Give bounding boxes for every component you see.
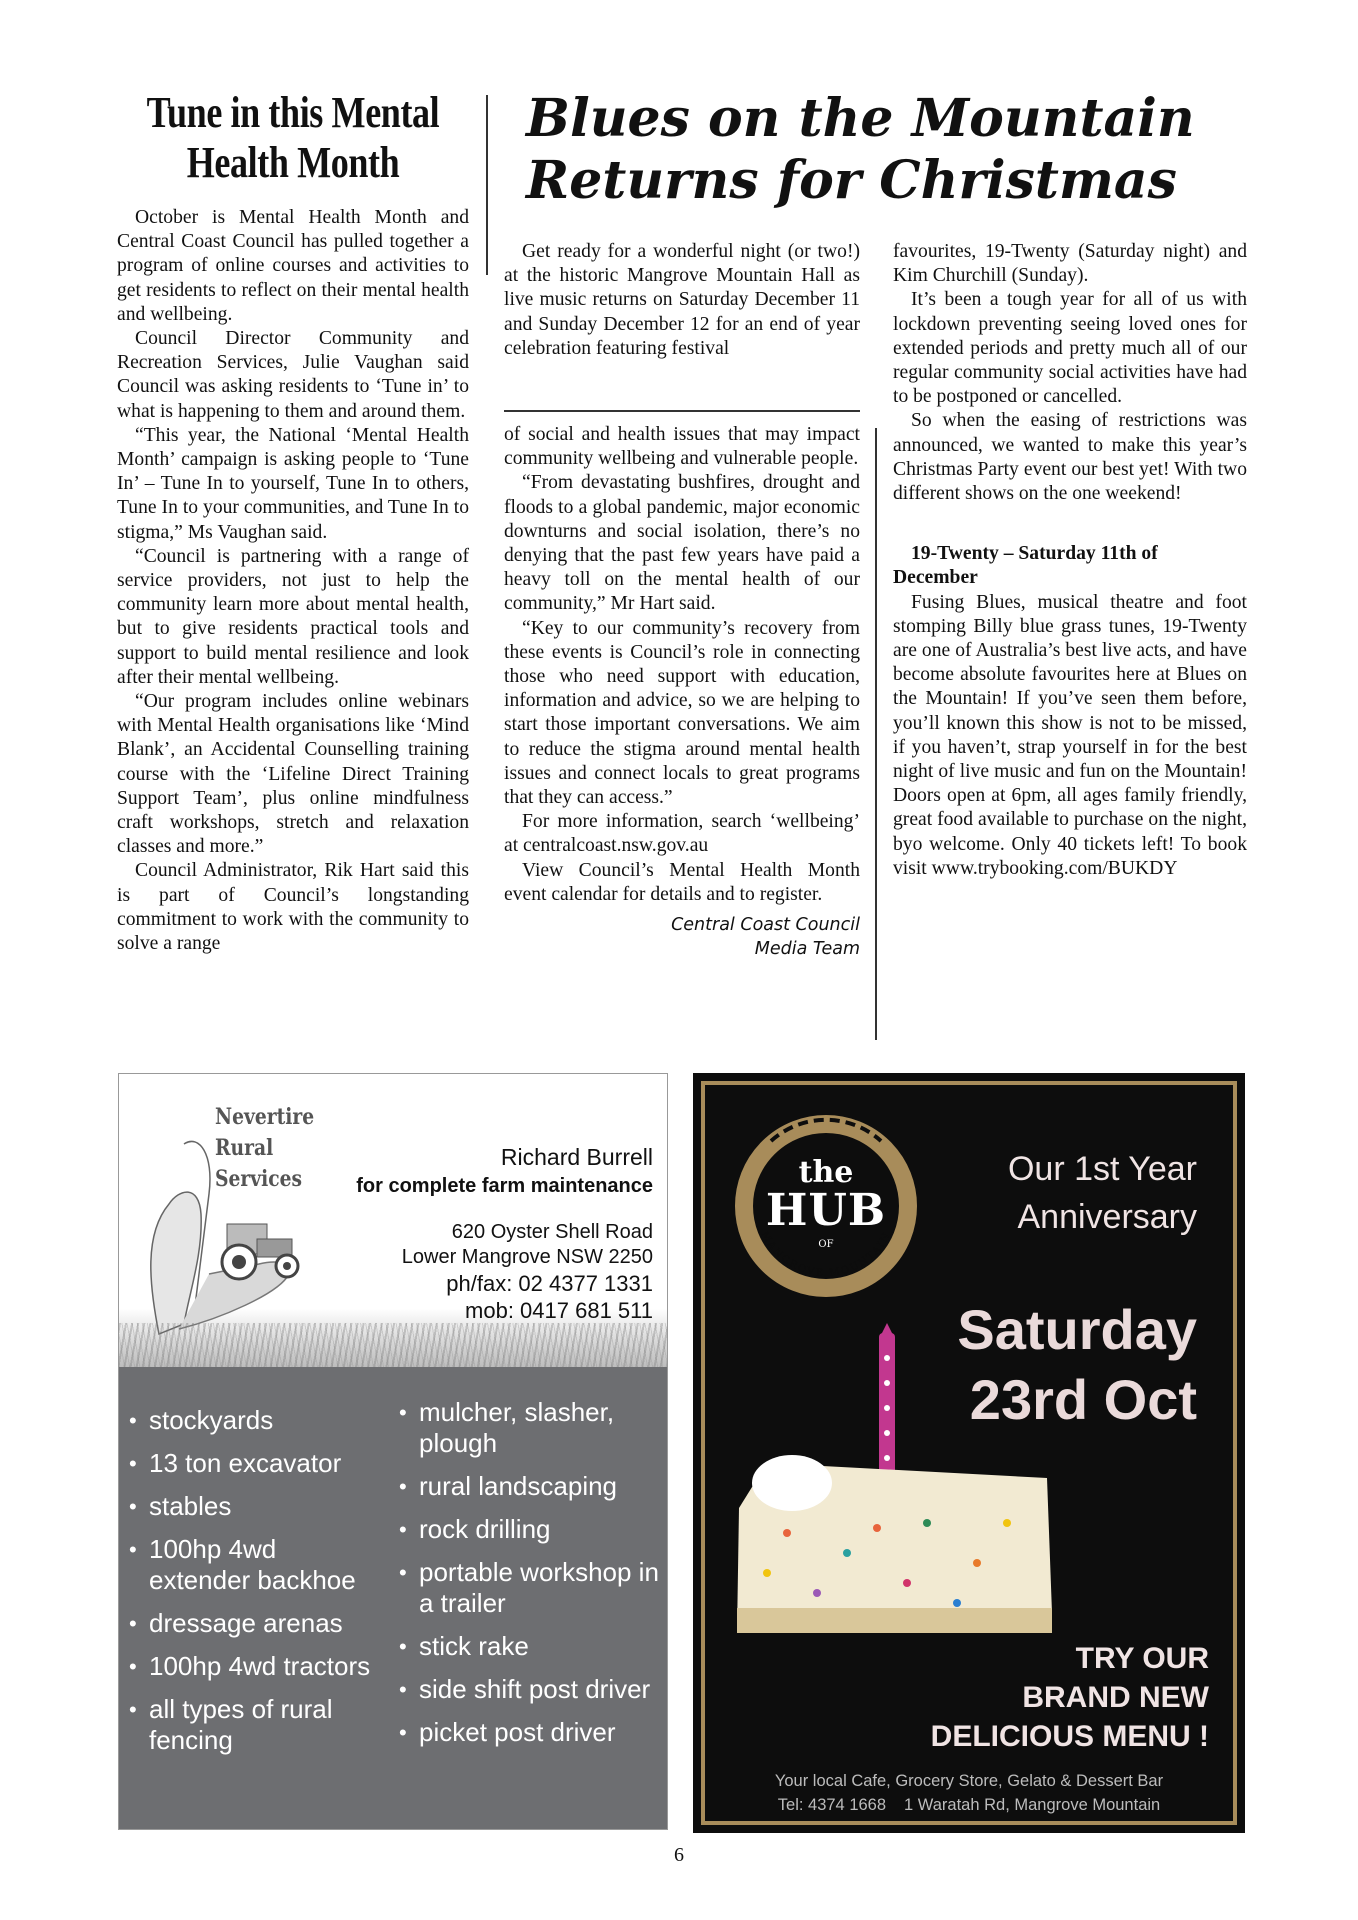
article1-continued [504,423,860,961]
menu-line: DELICIOUS MENU ! [930,1720,1209,1753]
address-line: 620 Oyster Shell Road [451,1221,653,1243]
anniversary-line: Our 1st Year [1007,1150,1197,1188]
address [356,1220,653,1324]
service-item: • mulcher, slasher, plough [399,1397,661,1459]
services-panel [119,1367,667,1829]
article-headline-mental-health [145,88,442,188]
footer-address: 1 Waratah Rd, Mangrove Mountain [904,1796,1161,1814]
service-item: • portable workshop in a trailer [399,1557,661,1619]
anniversary-line: Anniversary [1017,1198,1197,1236]
hub-logo [731,1111,921,1301]
paragraph: “This year, the National ‘Mental Health Month’ campaign is asking people to ‘Tune In’ – Tune In to yourself, Tune In to others, Tune In to your communities, and Tune In to stigma,” Ms Vaughan said. [117,424,469,543]
paragraph: Council Director Community and Recreation Services, Julie Vaughan said Council was asking residents to ‘Tune in’ to what is happening to them and around them. [117,328,469,422]
footer-phone: Tel: 4374 1668 [777,1796,887,1814]
paragraph: “Council is partnering with a range of service providers, not just to help the community learn more about mental health, but to give residents practical tools and support to build mental resilience and look after their mental wellbeing. [117,545,469,688]
nevertire-logo-text [215,1102,314,1195]
service-item: • side shift post driver [399,1674,661,1705]
paragraph: Fusing Blues, musical theatre and foot stomping Billy blue grass tunes, 19-Twenty are one of Australia’s best live acts, and have become absolute favourites here at Blues on the Mountain! If you’ve seen them before, you’ll known this show is not to be missed, if you haven’t, strap yourself in for the best night of live music and fun on the Mountain! Doors open at 6pm, all ages family friendly, great food available to purchase on the night, byo welcome. Only 40 tickets left! To book visit www.trybooking.com/BUKDY [893,591,1247,879]
service-item: • 13 ton excavator [129,1448,379,1479]
menu-promo [931,1639,1209,1756]
contact-block [356,1142,653,1324]
byline-line: Media Team [754,939,860,960]
headline-line: Blues on the Mountain [526,88,1195,149]
page-number: 6 [674,1844,684,1866]
service-item: • 100hp 4wd extender backhoe [129,1534,379,1596]
paragraph: View Council’s Mental Health Month event calendar for details and to register. [504,859,860,905]
service-item: • stick rake [399,1631,661,1662]
service-item: • 100hp 4wd tractors [129,1651,379,1682]
paragraph: Council Administrator, Rik Hart said this is part of Council’s longstanding commitment to work with the community to solve a range [117,860,469,955]
column-divider [486,95,488,275]
headline-line: Health Month [186,138,400,187]
service-item: • stockyards [129,1405,379,1436]
headline-line: Tune in this Mental [146,88,440,137]
event-date [957,1295,1197,1435]
article-separator [504,410,860,412]
phone: ph/fax: 02 4377 1331 [446,1271,653,1296]
service-item: • rural landscaping [399,1471,661,1502]
tagline: for complete farm maintenance [356,1175,653,1197]
date-line: 23rd Oct [969,1368,1197,1431]
menu-line: BRAND NEW [1022,1681,1209,1714]
article2-column [893,240,1247,881]
subheading: 19-Twenty – Saturday 11th of December [893,543,1158,589]
article-headline-blues [526,88,1246,212]
anniversary-text [1008,1145,1197,1241]
article1-column-1 [117,206,469,956]
paragraph: of social and health issues that may impact community wellbeing and vulnerable people. [504,424,860,470]
headline-line: Returns for Christmas [526,150,1177,211]
mobile: mob: 0417 681 511 [465,1298,653,1323]
grass-decoration [119,1323,667,1367]
services-list-left [129,1405,379,1768]
logo-line: Services [215,1166,303,1192]
ad-the-hub [693,1073,1245,1833]
column-divider [875,428,877,1040]
contact-name: Richard Burrell [500,1144,653,1170]
service-item: • rock drilling [399,1514,661,1545]
logo-ring-text: MANGROVE MOUNTAIN [758,1229,894,1280]
paragraph: October is Mental Health Month and Central Coast Council has pulled together a program of online courses and activities to get residents to reflect on their mental health and wellbeing. [117,207,469,325]
date-line: Saturday [957,1298,1197,1361]
byline [504,913,860,961]
logo-hub: HUB [765,1185,887,1236]
logo-line: Rural [215,1135,274,1161]
ad-nevertire-rural-services [118,1073,668,1830]
paragraph: Get ready for a wonderful night (or two!) at the historic Mangrove Mountain Hall as live music returns on Saturday December 11 and Sunday December 12 for an end of year celebration featuring festival [504,241,860,359]
article2-intro [504,240,860,361]
paragraph: favourites, 19-Twenty (Saturday night) and Kim Churchill (Sunday). [893,241,1247,287]
service-item: • dressage arenas [129,1608,379,1639]
menu-line: TRY OUR [1075,1642,1209,1675]
address-line: Lower Mangrove NSW 2250 [401,1246,653,1268]
services-list-right [399,1397,661,1760]
logo-the: the [798,1155,854,1190]
hub-footer [693,1769,1245,1817]
service-item: • all types of rural fencing [129,1694,379,1756]
footer-description: Your local Cafe, Grocery Store, Gelato & Dessert Bar [774,1772,1164,1790]
paragraph: “Our program includes online webinars with Mental Health organisations like ‘Mind Blank’, an Accidental Counselling training course with the ‘Lifeline Direct Training Support Team’, plus online mindfulness craft workshops, stretch and relaxation classes and more.” [117,691,469,858]
paragraph: It’s been a tough year for all of us with lockdown preventing seeing loved ones for extended periods and pretty much all of our regular community social activities have had to be postponed or cancelled. [893,289,1247,408]
byline-line: Central Coast Council [671,915,860,936]
logo-of: OF [818,1239,834,1250]
ad-header [119,1074,667,1367]
service-item: • picket post driver [399,1717,661,1748]
paragraph: So when the easing of restrictions was announced, we wanted to make this year’s Christmas Party event our best yet! With two different shows on the one weekend! [893,410,1247,505]
logo-line: Nevertire [215,1104,315,1130]
paragraph: For more information, search ‘wellbeing’ at centralcoast.nsw.gov.au [504,811,860,857]
service-item: • stables [129,1491,379,1522]
paragraph: “From devastating bushfires, drought and floods to a global pandemic, major economic downturns and social isolation, there’s no denying that the past few years have paid a heavy toll on the mental health of our community,” Mr Hart said. [504,472,860,615]
paragraph: “Key to our community’s recovery from these events is Council’s role in connecting those who need support with education, information and advice, so we are helping to start those important conversations. We aim to reduce the stigma around mental health issues and connect locals to great programs that they can access.” [504,617,860,809]
